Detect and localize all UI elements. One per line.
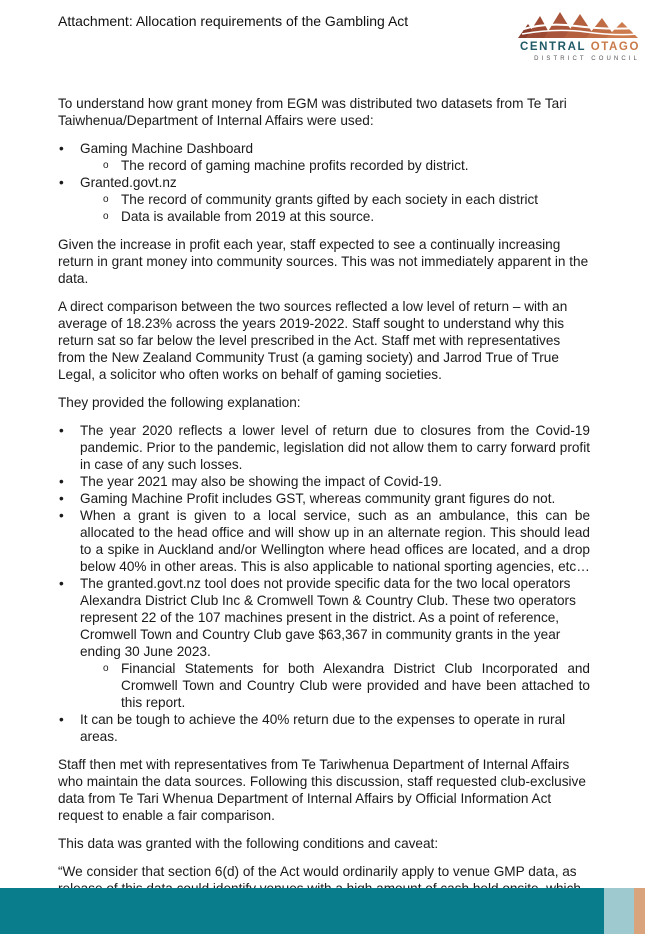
- mountains-icon: [516, 8, 640, 40]
- datasets-list: [58, 140, 590, 225]
- dataset-item: [58, 140, 590, 174]
- explanation-item: • The year 2021 may also be showing the impact of Covid-19.: [58, 473, 590, 490]
- explanation-sub-item: o Financial Statements for both Alexandra District Club Incorporated and Cromwell Town and Country Club were provided and have been attached to this report.: [99, 660, 590, 711]
- dataset-sub-item: o The record of gaming machine profits recorded by district.: [99, 157, 590, 174]
- paragraph-staff-followup: Staff then met with representatives from Te Tariwhenua Department of Internal Affairs who maintain the data sources. Following this discussion, staff requested club-exclusive data from Te Tari Whenua Department of Internal Affairs by Official Information Act request to enable a fair comparison.: [58, 757, 586, 823]
- paragraph-comparison: A direct comparison between the two sources reflected a low level of return – with an average of 18.23% across the years 2019-2022. Staff sought to understand why this return sat so far below the level prescribed in the Act. Staff met with representatives from the New Zealand Community Trust (a gaming society) and Jarrod True of True Legal, a solicitor who often works on behalf of gaming societies.: [58, 299, 568, 382]
- intro-paragraph: To understand how grant money from EGM was distributed two datasets from Te Tari Taiwhenua/Department of Internal Affairs were used:: [58, 96, 567, 128]
- footer-bar: [0, 888, 645, 934]
- dataset-sub-item: o Data is available from 2019 at this source.: [99, 208, 590, 225]
- dataset-label: Granted.govt.nz: [80, 175, 177, 190]
- dataset-label: Gaming Machine Dashboard: [80, 141, 254, 156]
- paragraph-expectation: Given the increase in profit each year, staff expected to see a continually increasing return in grant money into community sources. This was not immediately apparent in the data.: [58, 237, 589, 286]
- explanation-sublist: [80, 660, 590, 711]
- dataset-sublist: [80, 157, 590, 174]
- footer-accent-block: [604, 888, 634, 934]
- footer-accent-stripe: [634, 888, 645, 934]
- dataset-sub-item: o The record of community grants gifted by each society in each district: [99, 191, 590, 208]
- paragraph-explanation-intro: They provided the following explanation:: [58, 395, 301, 410]
- explanation-item: [58, 575, 590, 711]
- logo-wordmark: CENTRAL OTAGO: [519, 41, 640, 53]
- paragraph-conditions-intro: This data was granted with the following conditions and caveat:: [58, 836, 439, 851]
- quote-block: “We consider that section 6(d) of the Act would ordinarily apply to venue GMP data, as: [58, 864, 577, 879]
- logo-subtitle: DISTRICT COUNCIL: [534, 56, 640, 62]
- explanation-item: • The year 2020 reflects a lower level of return due to closures from the Covid-19 pandemic. Prior to the pandemic, legislation did not allow them to carry forward profit in case of any such losses.: [58, 422, 590, 473]
- explanation-item: • Gaming Machine Profit includes GST, whereas community grant figures do not.: [58, 490, 590, 507]
- explanation-list: [58, 422, 590, 745]
- explanation-item: • It can be tough to achieve the 40% return due to the expenses to operate in rural areas.: [58, 711, 590, 745]
- dataset-sublist: [80, 191, 590, 225]
- document-body: [58, 95, 590, 925]
- explanation-item: • When a grant is given to a local service, such as an ambulance, this can be allocated to the head office and will show up in an alternate region. This should lead to a spike in Auckland and/or Wellington where head offices are located, and a drop below 40% in other areas. This is also applicable to national sporting agencies, etc…: [58, 507, 590, 575]
- page-header-title: Attachment: Allocation requirements of the Gambling Act: [58, 13, 409, 29]
- dataset-item: [58, 174, 590, 225]
- council-logo: [516, 8, 640, 70]
- explanation-text: The granted.govt.nz tool does not provide specific data for the two local operators Alexandra District Club Inc & Cromwell Town & Country Club. These two operators represent 22 of the 107 machines present in the district. As a point of reference, Cromwell Town and Country Club gave $63,367 in community grants in the year ending 30 June 2023.: [80, 576, 576, 659]
